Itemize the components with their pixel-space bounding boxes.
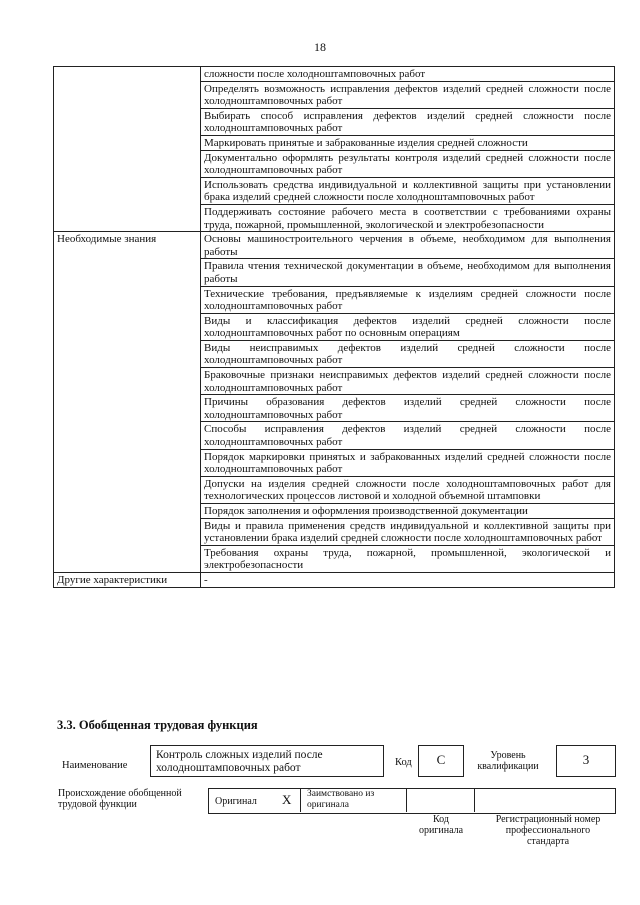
code-value: C <box>436 752 446 767</box>
row-item: Порядок маркировки принятых и забракованных изделий средней сложности после холодноштамповочных работ <box>201 449 615 476</box>
origin-box <box>208 788 616 814</box>
row-item: Определять возможность исправления дефектов изделий средней сложности после холодноштамповочных работ <box>201 81 615 108</box>
level-label: Уровень квалификации <box>477 750 539 772</box>
table-row <box>54 572 615 587</box>
borrowed-label: Заимствовано из оригинала <box>307 789 375 810</box>
row-item: Допуски на изделия средней сложности после холодноштамповочных работ для технологических процессов листовой и холодной объемной штамповки <box>201 476 615 503</box>
row-item: Порядок заполнения и оформления производственной документации <box>201 504 615 519</box>
row-item: Причины образования дефектов изделий средней сложности после холодноштамповочных работ <box>201 395 615 422</box>
row-item: Виды и правила применения средств индивидуальной и коллективной защиты при установлении брака изделий средней сложности после холодноштамповочных работ <box>201 518 615 545</box>
origin-label: Происхождение обобщенной трудовой функции <box>58 788 182 810</box>
name-value: Контроль сложных изделий после холодноштамповочных работ <box>156 749 323 774</box>
row-label: Другие характеристики <box>54 572 201 587</box>
code-label: Код <box>395 757 412 768</box>
section-title: 3.3. Обобщенная трудовая функция <box>57 718 258 732</box>
row-label: Необходимые знания <box>54 232 201 573</box>
original-mark: X <box>282 792 292 807</box>
row-item: Выбирать способ исправления дефектов изделий средней сложности после холодноштамповочных работ <box>201 108 615 135</box>
page-number: 18 <box>314 40 326 54</box>
skills-knowledge-table <box>53 66 615 588</box>
row-item: Маркировать принятые и забракованные изделия средней сложности <box>201 135 615 150</box>
origin-divider-2 <box>406 788 407 812</box>
row-item: Использовать средства индивидуальной и коллективной защиты при установлении брака изделий средней сложности после холодноштамповочных работ <box>201 177 615 204</box>
row-item: Правила чтения технической документации в объеме, необходимом для выполнения работы <box>201 259 615 286</box>
row-item: Технические требования, предъявляемые к изделиям средней сложности после холодноштамповочных работ <box>201 286 615 313</box>
code-original-caption: Код оригинала <box>418 814 464 836</box>
row-item: Виды и классификация дефектов изделий средней сложности после холодноштамповочных работ по основным операциям <box>201 313 615 340</box>
row-item: Виды неисправимых дефектов изделий средней сложности после холодноштамповочных работ <box>201 340 615 367</box>
row-item: Требования охраны труда, пожарной, промышленной, экологической и электробезопасности <box>201 545 615 572</box>
table-row <box>54 67 615 82</box>
origin-divider-3 <box>474 788 475 812</box>
row-item: Поддерживать состояние рабочего места в соответствии с требованиями охраны труда, пожарной, промышленной, экологической и электробезопасности <box>201 204 615 231</box>
row-item: Способы исправления дефектов изделий средней сложности после холодноштамповочных работ <box>201 422 615 449</box>
row-item: Основы машиностроительного черчения в объеме, необходимом для выполнения работы <box>201 232 615 259</box>
row-item: - <box>201 572 615 587</box>
reg-number-caption: Регистрационный номер профессионального стандарта <box>495 814 601 847</box>
name-label: Наименование <box>62 760 128 771</box>
row-item: Документально оформлять результаты контроля изделий средней сложности после холодноштамповочных работ <box>201 150 615 177</box>
row-item: сложности после холодноштамповочных работ <box>201 67 615 82</box>
origin-divider-1 <box>300 788 301 812</box>
original-label: Оригинал <box>215 796 257 807</box>
row-label <box>54 67 201 232</box>
row-item: Браковочные признаки неисправимых дефектов изделий средней сложности после холодноштамповочных работ <box>201 368 615 395</box>
table-row <box>54 232 615 259</box>
level-value: 3 <box>582 752 590 767</box>
